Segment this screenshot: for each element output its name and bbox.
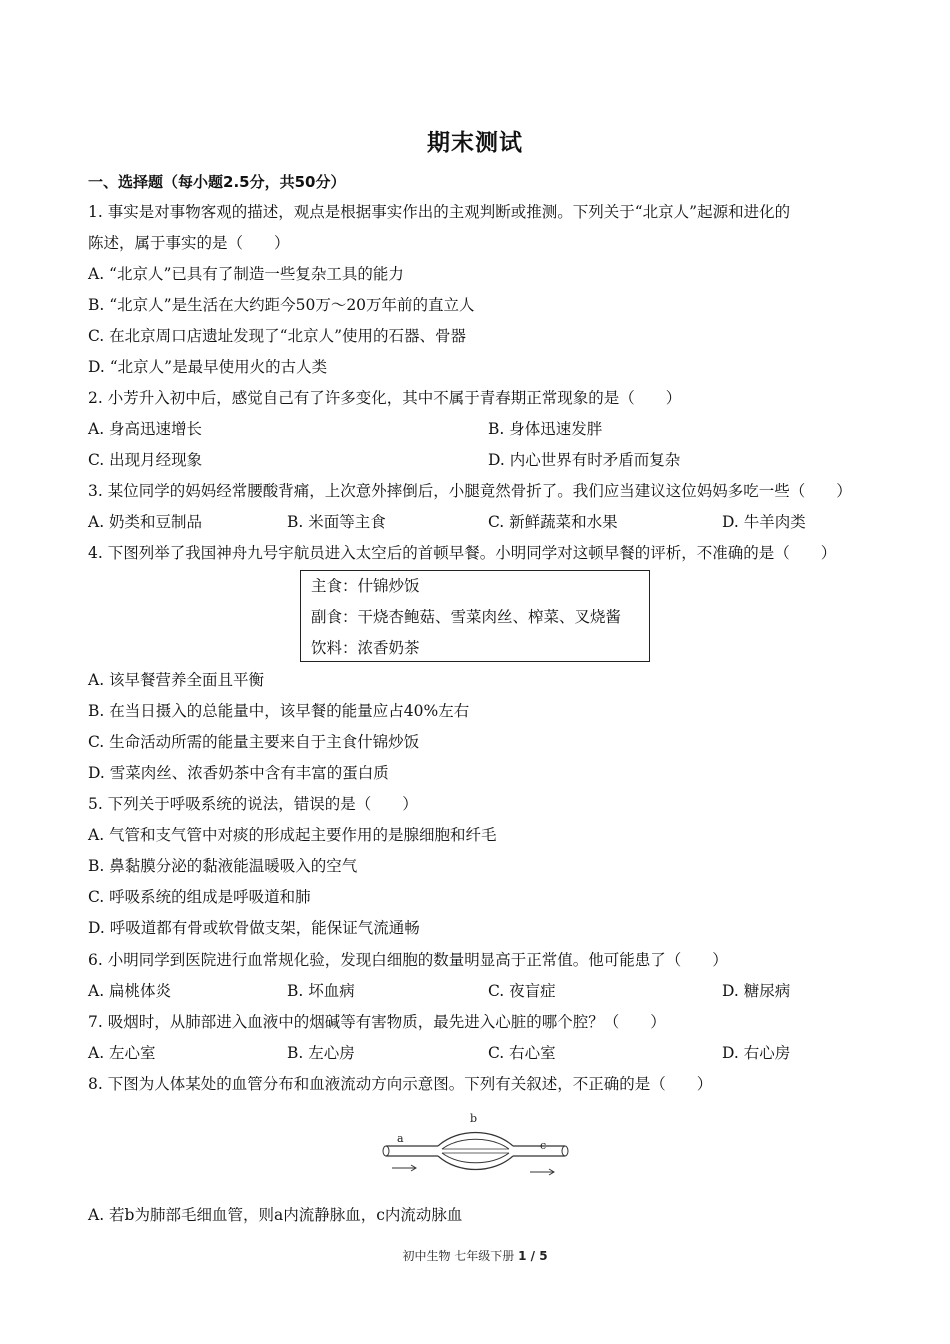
question-4-option-b: B. 在当日摄入的总能量中，该早餐的能量应占40%左右: [88, 702, 470, 720]
capillary-inner-top: [442, 1139, 509, 1149]
capillary-inner-bottom: [442, 1153, 509, 1163]
question-4-option-c: C. 生命活动所需的能量主要来自于主食什锦炒饭: [88, 733, 420, 751]
question-4-option-a: A. 该早餐营养全面且平衡: [88, 671, 265, 689]
question-7-stem: 7. 吸烟时，从肺部进入血液中的烟碱等有害物质，最先进入心脏的哪个腔？（ ）: [88, 1013, 666, 1031]
question-7-option-d: D. 右心房: [722, 1044, 791, 1062]
question-3-stem: 3. 某位同学的妈妈经常腰酸背痛，上次意外摔倒后，小腿竟然骨折了。我们应当建议这位妈妈多吃一些（ ）: [88, 482, 852, 500]
question-6-option-b: B. 坏血病: [287, 982, 355, 1000]
menu-drink: 饮料：浓香奶茶: [311, 639, 420, 657]
question-1-option-c: C. 在北京周口店遗址发现了“北京人”使用的石器、骨器: [88, 327, 467, 345]
question-7-option-c: C. 右心室: [488, 1044, 556, 1062]
blood-vessel-diagram: [378, 1108, 573, 1190]
vessel-a-end: [383, 1146, 389, 1156]
breakfast-menu-box: [300, 570, 650, 662]
question-1-stem-cont: 陈述，属于事实的是（ ）: [88, 234, 290, 252]
question-1-option-d: D. “北京人”是最早使用火的古人类: [88, 358, 328, 376]
question-4-stem: 4. 下图列举了我国神舟九号宇航员进入太空后的首顿早餐。小明同学对这顿早餐的评析，不准确的是（ ）: [88, 544, 837, 562]
section-heading: 一、选择题（每小题2.5分，共50分）: [88, 173, 346, 191]
question-3-option-c: C. 新鲜蔬菜和水果: [488, 513, 618, 531]
question-6-option-d: D. 糖尿病: [722, 982, 791, 1000]
question-5-option-a: A. 气管和支气管中对痰的形成起主要作用的是腺细胞和纤毛: [88, 826, 497, 844]
footer-text: 初中生物 七年级下册: [402, 1249, 515, 1263]
question-2-option-d: D. 内心世界有时矛盾而复杂: [488, 451, 681, 469]
question-6-stem: 6. 小明同学到医院进行血常规化验，发现白细胞的数量明显高于正常值。他可能患了（ ）: [88, 951, 728, 969]
question-5-option-b: B. 鼻黏膜分泌的黏液能温暖吸入的空气: [88, 857, 358, 875]
question-6-option-c: C. 夜盲症: [488, 982, 556, 1000]
label-c: c: [540, 1139, 547, 1152]
menu-staple: 主食：什锦炒饭: [311, 577, 420, 595]
question-2-option-a: A. 身高迅速增长: [88, 420, 203, 438]
question-7-option-b: B. 左心房: [287, 1044, 355, 1062]
menu-side-dishes: 副食：干烧杏鲍菇、雪菜肉丝、榨菜、叉烧酱: [311, 608, 622, 626]
flow-arrow-right: [530, 1169, 554, 1175]
page-title: 期末测试: [427, 130, 523, 156]
question-6-option-a: A. 扁桃体炎: [88, 982, 172, 1000]
label-a: a: [397, 1132, 404, 1145]
flow-arrow-left: [392, 1165, 416, 1171]
question-1-stem: 1. 事实是对事物客观的描述，观点是根据事实作出的主观判断或推测。下列关于“北京人”起源和进化的: [88, 203, 791, 221]
question-2-stem: 2. 小芳升入初中后，感觉自己有了许多变化，其中不属于青春期正常现象的是（ ）: [88, 389, 682, 407]
question-2-option-c: C. 出现月经现象: [88, 451, 203, 469]
question-3-option-d: D. 牛羊肉类: [722, 513, 806, 531]
question-8-option-a: A. 若b为肺部毛细血管，则a内流静脉血，c内流动脉血: [88, 1206, 463, 1224]
question-4-option-d: D. 雪菜肉丝、浓香奶茶中含有丰富的蛋白质: [88, 764, 389, 782]
label-b: b: [470, 1112, 478, 1125]
question-5-stem: 5. 下列关于呼吸系统的说法，错误的是（ ）: [88, 795, 418, 813]
question-8-stem: 8. 下图为人体某处的血管分布和血液流动方向示意图。下列有关叙述，不正确的是（ ）: [88, 1075, 713, 1093]
question-5-option-c: C. 呼吸系统的组成是呼吸道和肺: [88, 888, 311, 906]
question-2-option-b: B. 身体迅速发胖: [488, 420, 603, 438]
page-number: 1 / 5: [518, 1249, 548, 1263]
vessel-c-end: [562, 1146, 568, 1156]
page-footer: [0, 1247, 950, 1264]
question-3-option-b: B. 米面等主食: [287, 513, 386, 531]
question-5-option-d: D. 呼吸道都有骨或软骨做支架，能保证气流通畅: [88, 919, 420, 937]
question-7-option-a: A. 左心室: [88, 1044, 156, 1062]
question-1-option-b: B. “北京人”是生活在大约距今50万～20万年前的直立人: [88, 296, 475, 314]
question-1-option-a: A. “北京人”已具有了制造一些复杂工具的能力: [88, 265, 404, 283]
question-3-option-a: A. 奶类和豆制品: [88, 513, 203, 531]
